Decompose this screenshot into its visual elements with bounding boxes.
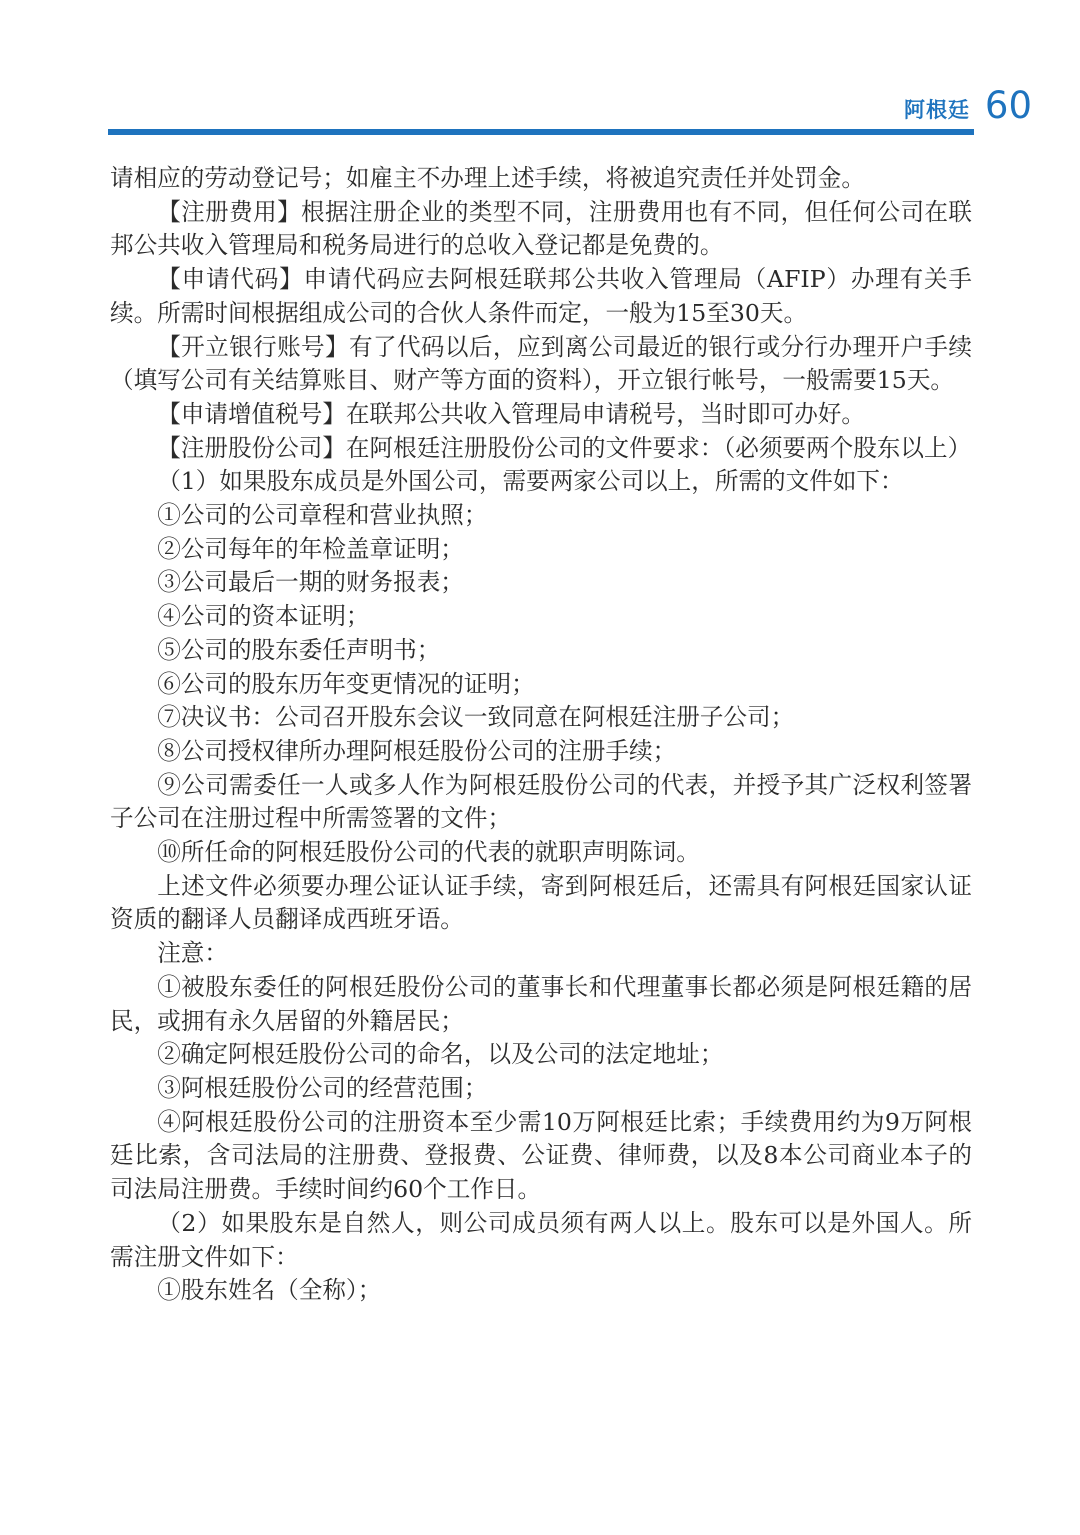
- list-item: ②公司每年的年检盖章证明；: [157, 534, 464, 563]
- list-item: ④公司的资本证明；: [157, 602, 370, 631]
- running-head-country: 阿根廷: [904, 98, 970, 122]
- paragraph-continuation: 请相应的劳动登记号；如雇主不办理上述手续，将被追究责任并处罚金。: [110, 164, 865, 192]
- list-item: ③公司最后一期的财务报表；: [157, 568, 464, 597]
- paragraph-registration-fee: 【注册费用】根据注册企业的类型不同，注册费用也有不同，但任何公司在联邦公共收入管理局和税务局进行的总收入登记都是免费的。: [110, 197, 972, 260]
- list-item: ⑥公司的股东历年变更情况的证明；: [157, 669, 535, 698]
- list-item: ①股东姓名（全称）；: [157, 1276, 382, 1305]
- page-header: [0, 0, 1080, 140]
- paragraph-natural-person-shareholders: （2）如果股东是自然人，则公司成员须有两人以上。股东可以是外国人。所需注册文件如下：: [110, 1208, 972, 1271]
- paragraph-apply-code: 【申请代码】申请代码应去阿根廷联邦公共收入管理局（AFIP）办理有关手续。所需时间根据组成公司的合伙人条件而定，一般为15至30天。: [110, 265, 972, 327]
- header-rule: [108, 129, 974, 135]
- page-number: 60: [984, 84, 1032, 127]
- list-item: ⑦决议书：公司召开股东会议一致同意在阿根廷注册子公司；: [157, 703, 795, 732]
- paragraph-notarization: 上述文件必须要办理公证认证手续，寄到阿根廷后，还需具有阿根廷国家认证资质的翻译人员翻译成西班牙语。: [110, 871, 972, 934]
- list-item: ⑨公司需委任一人或多人作为阿根廷股份公司的代表，并授予其广泛权利签署子公司在注册过程中所需签署的文件；: [110, 770, 972, 833]
- note-heading: 注意：: [157, 939, 228, 968]
- paragraph-joint-stock-company: 【注册股份公司】在阿根廷注册股份公司的文件要求：（必须要两个股东以上）: [157, 433, 972, 462]
- list-item: ①公司的公司章程和营业执照；: [157, 501, 488, 530]
- page-body: [110, 162, 972, 1308]
- paragraph-bank-account: 【开立银行账号】有了代码以后，应到离公司最近的银行或分行办理开户手续（填写公司有关结算账目、财产等方面的资料），开立银行帐号，一般需要15天。: [110, 332, 972, 395]
- note-item: ①被股东委任的阿根廷股份公司的董事长和代理董事长都必须是阿根廷籍的居民，或拥有永久居留的外籍居民；: [110, 972, 972, 1035]
- list-item: ⑧公司授权律所办理阿根廷股份公司的注册手续；: [157, 736, 677, 765]
- list-item: ⑩所任命的阿根廷股份公司的代表的就职声明陈词。: [157, 838, 700, 867]
- note-item: ②确定阿根廷股份公司的命名，以及公司的法定地址；: [157, 1040, 724, 1069]
- paragraph-vat-number: 【申请增值税号】在联邦公共收入管理局申请税号，当时即可办好。: [157, 399, 865, 428]
- paragraph-foreign-company-shareholders: （1）如果股东成员是外国公司，需要两家公司以上，所需的文件如下：: [157, 467, 904, 496]
- note-item: ③阿根廷股份公司的经营范围；: [157, 1073, 488, 1102]
- list-item: ⑤公司的股东委任声明书；: [157, 635, 441, 664]
- note-item: ④阿根廷股份公司的注册资本至少需10万阿根廷比索；手续费用约为9万阿根廷比索，含司法局的注册费、登报费、公证费、律师费，以及8本公司商业本子的司法局注册费。手续时间约60个工作日。: [110, 1107, 972, 1204]
